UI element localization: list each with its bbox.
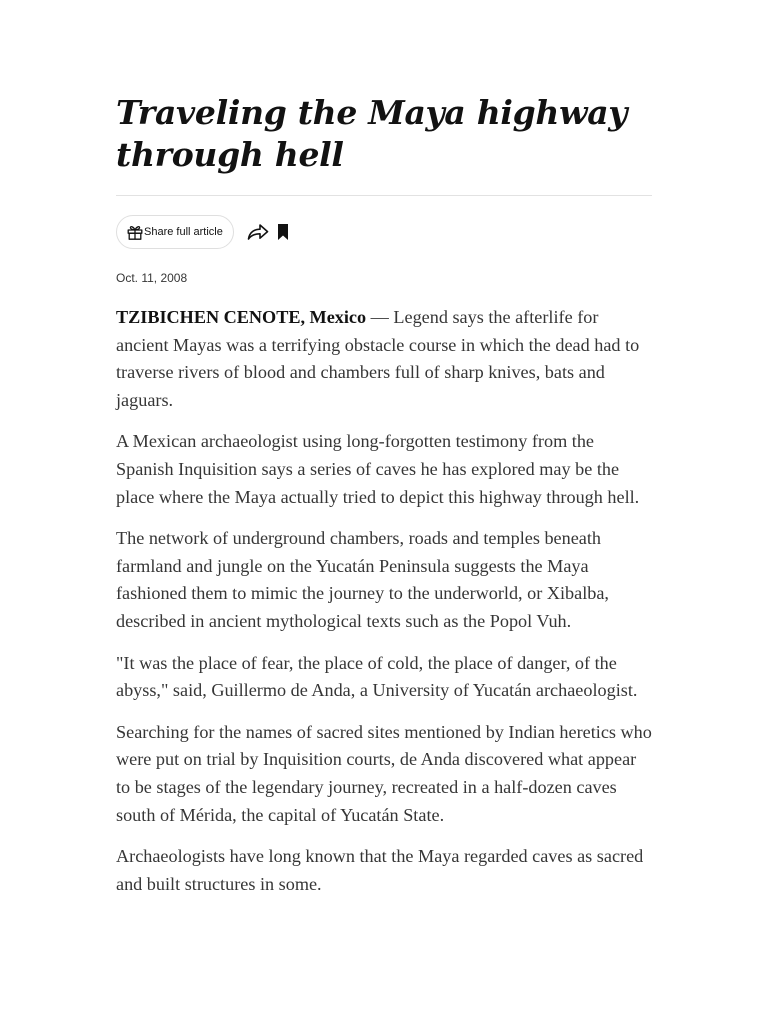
dateline: TZIBICHEN CENOTE, Mexico — [116, 307, 367, 327]
share-button[interactable] — [245, 219, 271, 245]
share-full-article-label: Share full article — [144, 226, 223, 238]
body-paragraph: Searching for the names of sacred sites mentioned by Indian heretics who were put on trial by Inquisition courts, de Anda discovered what appear to be stages of the legendary journey, recreated in a half-dozen caves south of Mérida, the capital of Yucatán State. — [116, 721, 652, 825]
body-paragraph: The network of underground chambers, roads and temples beneath farmland and jungle on the Yucatán Peninsula suggests the Maya fashioned them to mimic the journey to the underworld, or Xibalba, described in ancient mythological texts such as the Popol Vuh. — [116, 528, 609, 631]
gift-icon — [126, 223, 144, 241]
article-body — [116, 304, 652, 898]
publish-date: Oct. 11, 2008 — [116, 271, 188, 285]
body-paragraph: A Mexican archaeologist using long-forgotten testimony from the Spanish Inquisition says a series of caves he has explored may be the place where the Maya actually tried to depict this highway through hell. — [116, 431, 640, 507]
article — [116, 92, 652, 912]
divider — [116, 195, 652, 196]
lead-paragraph — [116, 304, 652, 414]
save-bookmark-button[interactable] — [275, 221, 291, 243]
lead-text: — Legend says the afterlife for ancient Mayas was a terrifying obstacle course in which the dead had to traverse rivers of blood and chambers full of sharp knives, bats and jaguars. — [116, 307, 640, 410]
forward-arrow-icon — [246, 222, 270, 242]
body-paragraph: "It was the place of fear, the place of cold, the place of danger, of the abyss," said, Guillermo de Anda, a University of Yucatán archaeologist. — [116, 652, 638, 701]
bookmark-icon — [277, 223, 289, 241]
share-full-article-button[interactable] — [116, 215, 234, 249]
headline: Traveling the Maya highway through hell — [116, 93, 628, 174]
article-toolbar — [116, 215, 652, 249]
body-paragraph: Archaeologists have long known that the Maya regarded caves as sacred and built structures in some. — [116, 846, 644, 894]
